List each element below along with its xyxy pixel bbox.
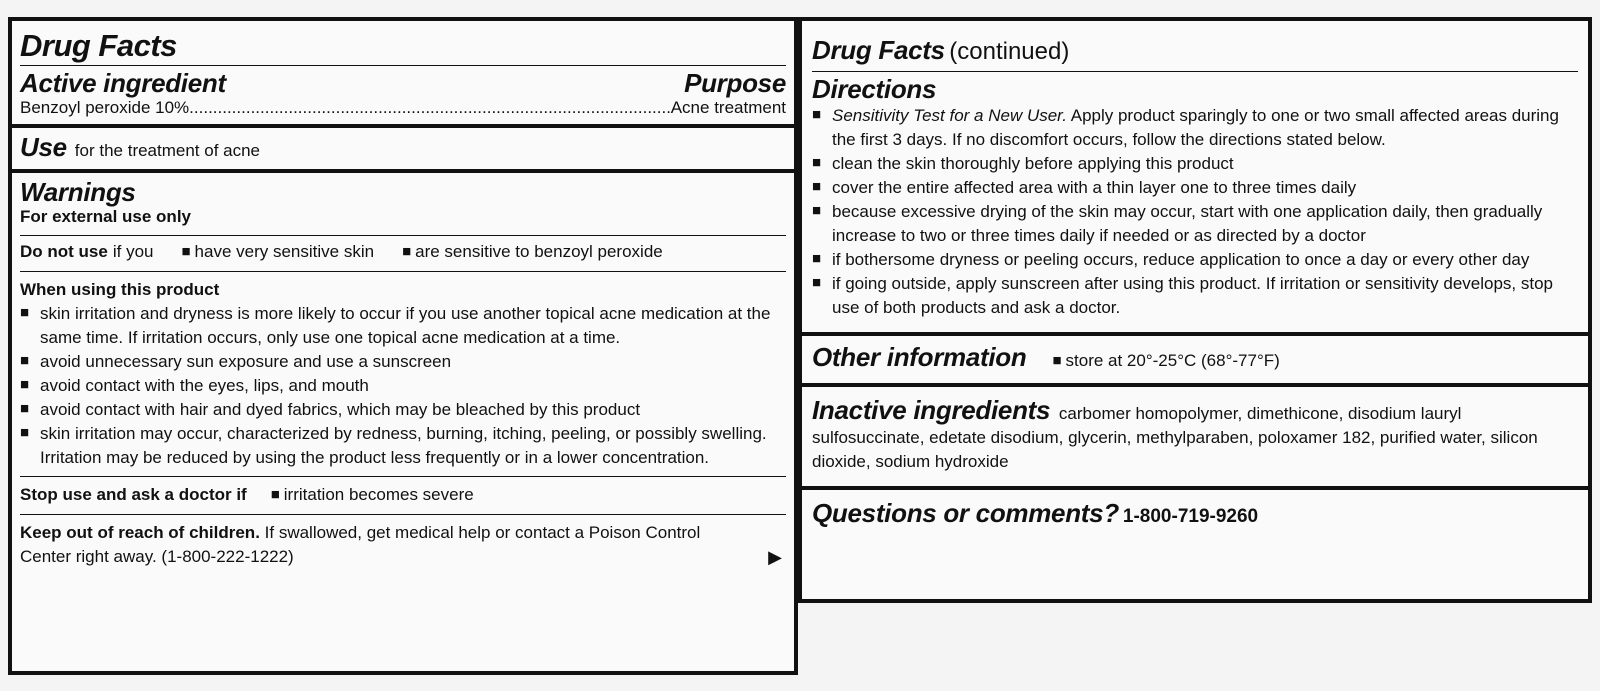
list-item: ■ cover the entire affected area with a thin layer one to three times daily [812, 176, 1578, 200]
warnings-title: Warnings [20, 177, 136, 207]
bullet-icon: ■ [20, 352, 30, 369]
bullet-icon: ■ [20, 400, 30, 417]
continued-suffix: (continued) [949, 38, 1070, 65]
do-not-use-if: if you [112, 242, 154, 261]
do-not-use-item: are sensitive to benzoyl peroxide [415, 242, 663, 261]
stop-use-item: irritation becomes severe [283, 485, 474, 504]
continue-arrow-icon: ▶ [768, 547, 782, 567]
inactive-title: Inactive ingredients [812, 395, 1051, 425]
purpose-header: Purpose [684, 68, 786, 98]
list-item: ■ skin irritation and dryness is more likely to occur if you use another topical acne medication at the same time. If irritation occurs, only use one topical acne medication at a time. [20, 302, 786, 350]
bullet-icon: ■ [402, 243, 412, 260]
bullet-icon: ■ [181, 243, 191, 260]
bullet-icon: ■ [20, 376, 30, 393]
keep-out-section [20, 521, 786, 569]
use-text: for the treatment of acne [74, 141, 261, 160]
keep-out-label: Keep out of reach of children. [20, 523, 260, 542]
drug-facts-panel-right [798, 17, 1592, 603]
bullet-icon: ■ [812, 274, 822, 291]
when-using-list [20, 302, 786, 470]
other-info-item: store at 20°-25°C (68°-77°F) [1065, 351, 1280, 370]
list-item: ■ Sensitivity Test for a New User. Apply product sparingly to one or two small affected areas during the first 3 days. If no discomfort occurs, follow the directions stated below. [812, 104, 1578, 152]
list-item: ■ because excessive drying of the skin may occur, start with one application daily, then gradually increase to two or three times daily if needed or as directed by a doctor [812, 200, 1578, 248]
bullet-icon: ■ [20, 304, 30, 321]
bullet-icon: ■ [812, 106, 822, 123]
keep-out-text: If swallowed, get medical help or contact a Poison Control Center right away. (1-800-222-1222) [20, 523, 701, 566]
list-item: ■ if going outside, apply sunscreen after using this product. If irritation or sensitivity develops, stop use of both products and ask a doctor. [812, 272, 1578, 320]
bullet-icon: ■ [1052, 352, 1062, 369]
when-using-title: When using this product [20, 280, 220, 299]
use-label: Use [20, 132, 67, 162]
ingredient-row [20, 96, 786, 120]
stop-use-label: Stop use and ask a doctor if [20, 485, 247, 504]
directions-list [812, 104, 1578, 320]
bullet-icon: ■ [20, 424, 30, 441]
inactive-section [802, 387, 1588, 480]
list-item: ■ avoid contact with the eyes, lips, and mouth [20, 374, 786, 398]
list-item: ■ avoid unnecessary sun exposure and use a sunscreen [20, 350, 786, 374]
bullet-icon: ■ [812, 202, 822, 219]
bullet-icon: ■ [812, 154, 822, 171]
list-item: ■ clean the skin thoroughly before applying this product [812, 152, 1578, 176]
external-use: For external use only [20, 207, 191, 226]
list-item: ■ skin irritation may occur, characterized by redness, burning, itching, peeling, or possibly swelling. Irritation may be reduced by using the product less frequently or in a lower concentration. [20, 422, 786, 470]
directions-title: Directions [812, 74, 937, 104]
bullet-icon: ■ [812, 178, 822, 195]
continued-title: Drug Facts [812, 35, 945, 65]
active-ingredient-header: Active ingredient [20, 68, 226, 98]
bullet-icon: ■ [270, 486, 280, 503]
phone-number: 1-800-719-9260 [1122, 506, 1259, 527]
other-info-title: Other information [812, 342, 1027, 372]
questions-title: Questions or comments? [812, 498, 1119, 528]
do-not-use-label: Do not use [20, 242, 108, 261]
ingredient-purpose: Acne treatment [670, 98, 786, 117]
do-not-use-item: have very sensitive skin [194, 242, 375, 261]
leader-dots [189, 96, 671, 120]
list-item: ■ if bothersome dryness or peeling occurs, reduce application to once a day or every other day [812, 248, 1578, 272]
bullet-icon: ■ [812, 250, 822, 267]
list-item: ■ avoid contact with hair and dyed fabrics, which may be bleached by this product [20, 398, 786, 422]
ingredient-name: Benzoyl peroxide 10% [20, 98, 190, 117]
drug-facts-title: Drug Facts [20, 28, 177, 63]
inactive-text: carbomer homopolymer, dimethicone, disodium lauryl sulfosuccinate, edetate disodium, glycerin, methylparaben, poloxamer 182, purified water, silicon dioxide, sodium hydroxide [812, 404, 1538, 471]
sensitivity-test-label: Sensitivity Test for a New User. [832, 106, 1067, 125]
drug-facts-panel-left [8, 17, 798, 675]
